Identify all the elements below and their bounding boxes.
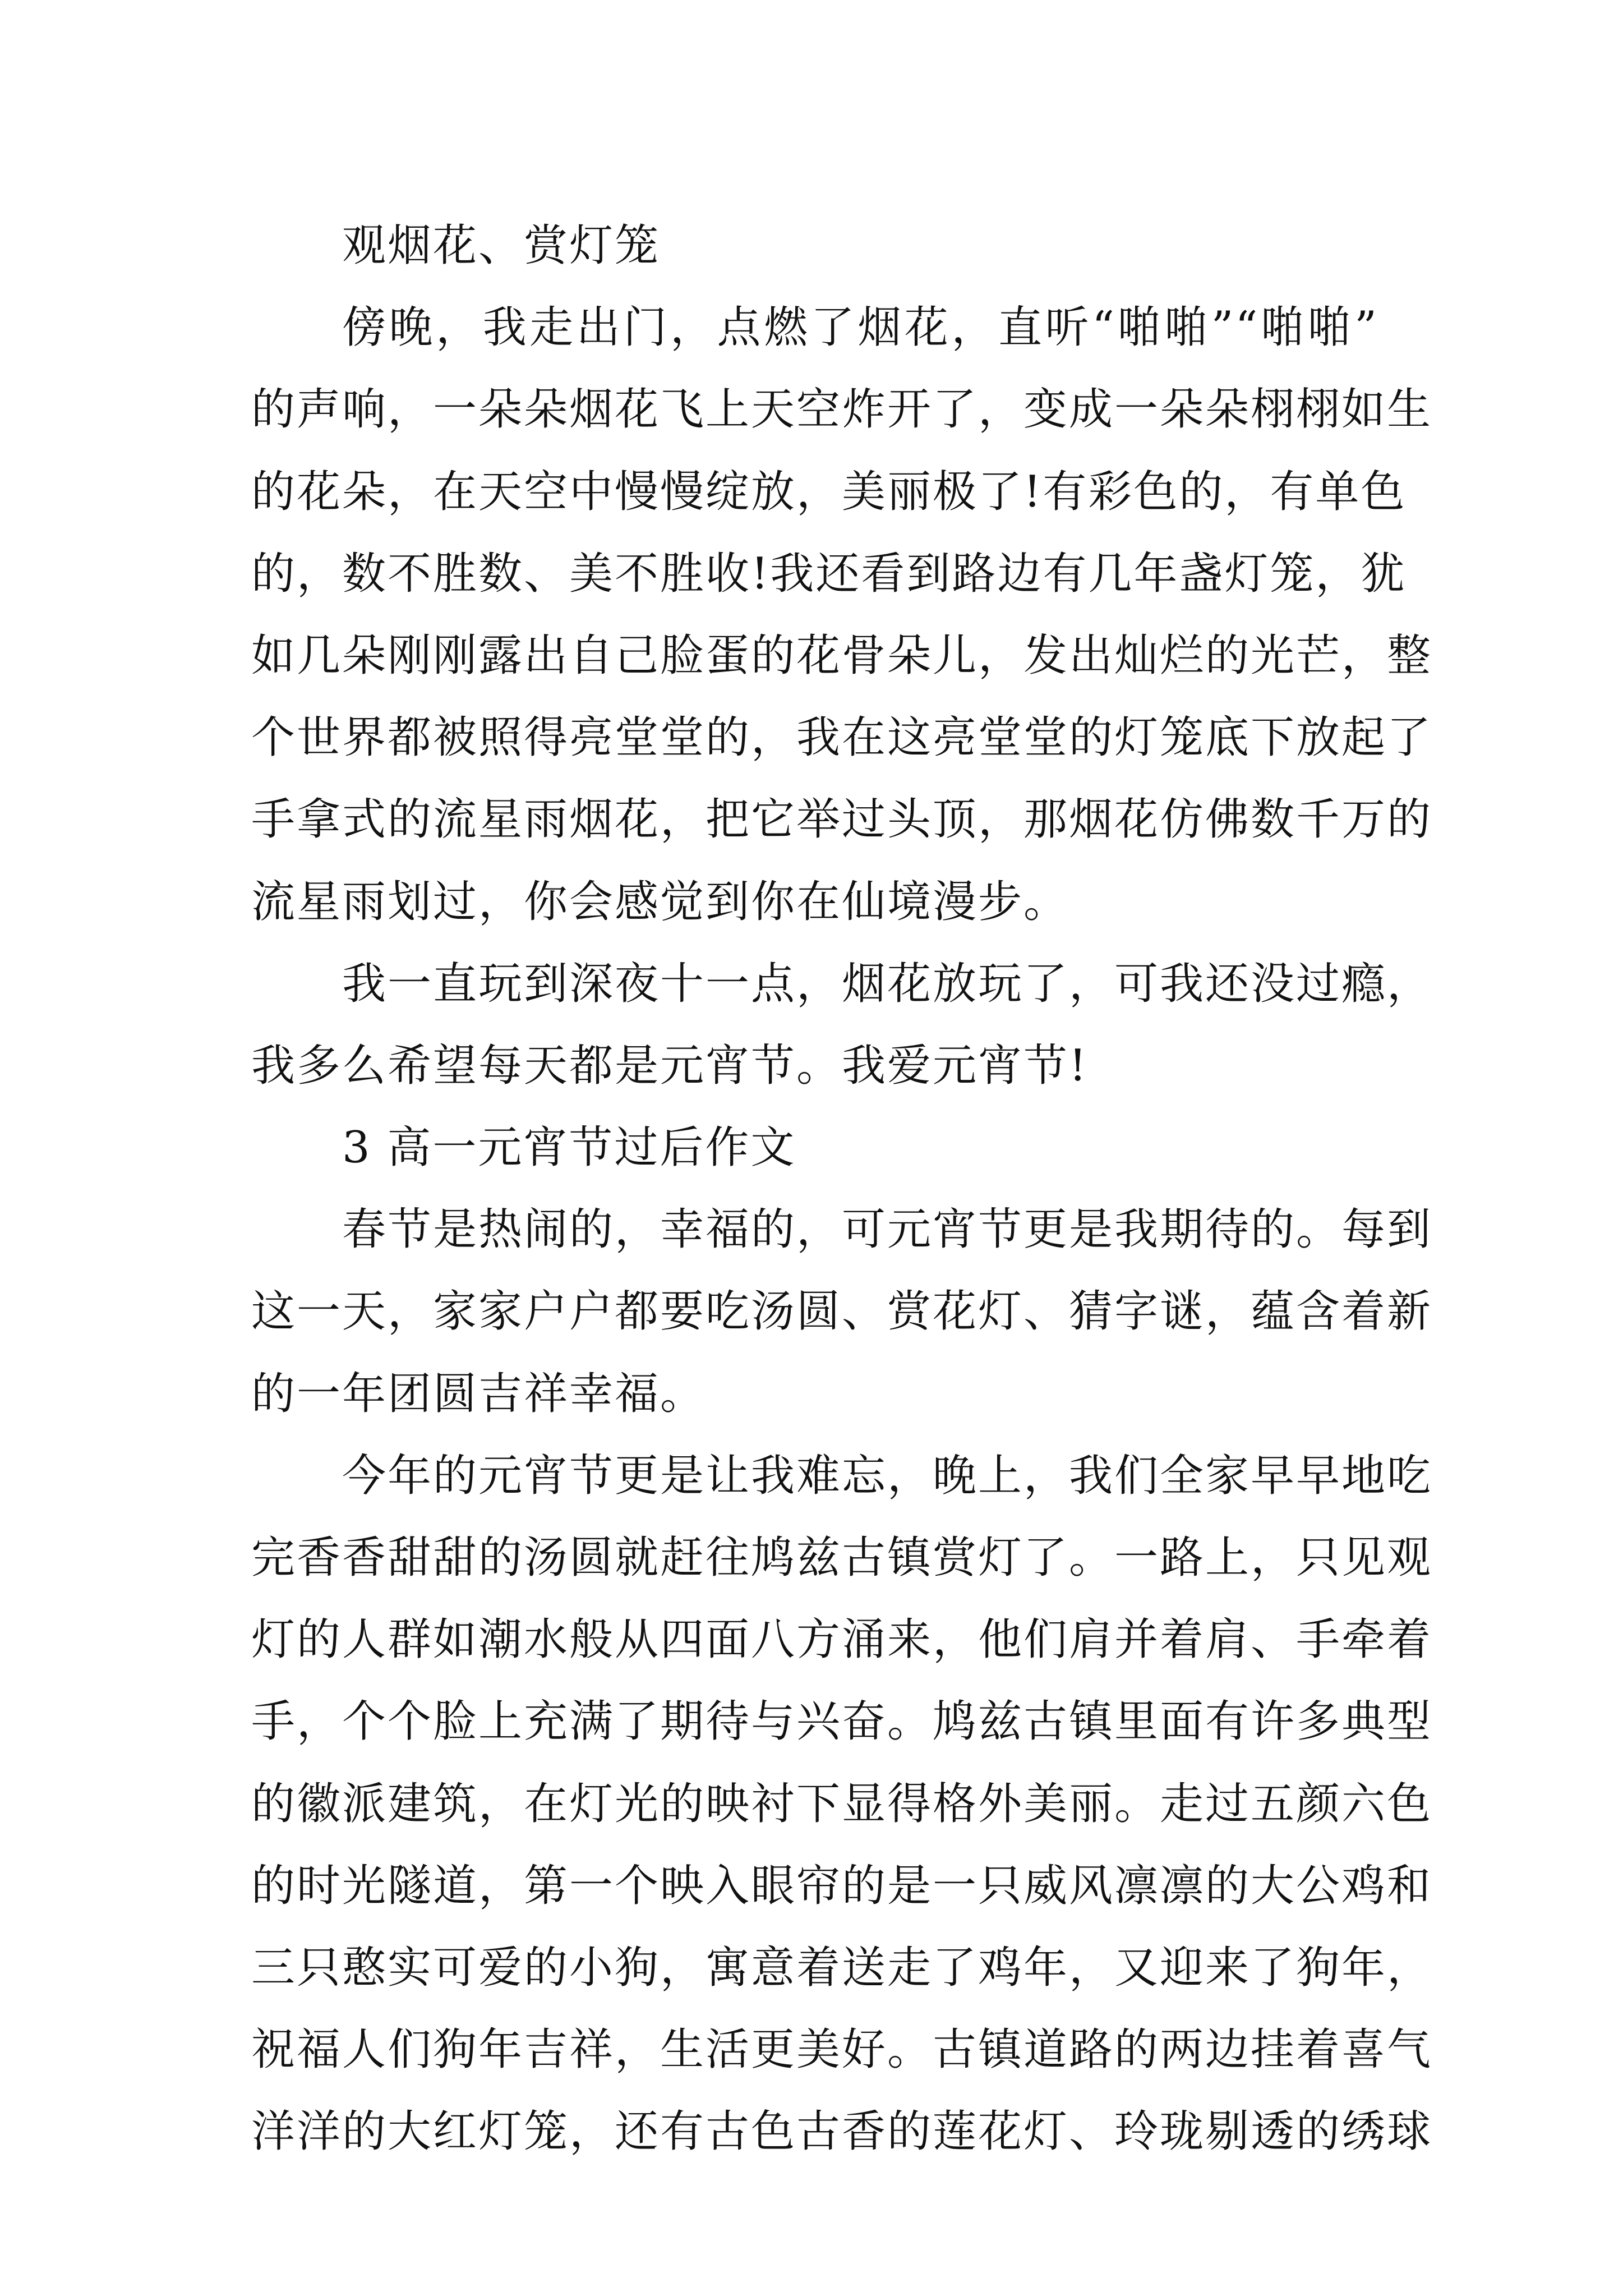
text-line: 这一天，家家户户都要吃汤圆、赏花灯、猜字谜，蕴含着新 — [251, 1286, 1433, 1337]
text-line: 三只憨实可爱的小狗，寓意着送走了鸡年，又迎来了狗年， — [251, 1942, 1433, 1993]
text-line: 3 高一元宵节过后作文 — [342, 1122, 796, 1174]
text-line: 完香香甜甜的汤圆就赶往鸠兹古镇赏灯了。一路上，只见观 — [251, 1533, 1433, 1583]
text-line: 如几朵刚刚露出自己脸蛋的花骨朵儿，发出灿烂的光芒，整 — [251, 630, 1433, 681]
text-line: 个世界都被照得亮堂堂的，我在这亮堂堂的灯笼底下放起了 — [251, 712, 1433, 763]
text-line: 的一年团圆吉祥幸福。 — [251, 1368, 706, 1419]
text-line: 流星雨划过，你会感觉到你在仙境漫步。 — [251, 876, 1069, 927]
text-line: 的徽派建筑，在灯光的映衬下显得格外美丽。走过五颜六色 — [251, 1778, 1433, 1829]
text-line: 洋洋的大红灯笼，还有古色古香的莲花灯、玲珑剔透的绣球 — [251, 2106, 1433, 2157]
text-line: 手拿式的流星雨烟花，把它举过头顶，那烟花仿佛数千万的 — [251, 794, 1433, 845]
text-line: 的花朵，在天空中慢慢绽放，美丽极了!有彩色的，有单色 — [251, 466, 1407, 517]
text-line: 的时光隧道，第一个映入眼帘的是一只威风凛凛的大公鸡和 — [251, 1860, 1433, 1911]
text-line: 我多么希望每天都是元宵节。我爱元宵节! — [251, 1040, 1089, 1091]
text-line: 手，个个脸上充满了期待与兴奋。鸠兹古镇里面有许多典型 — [251, 1696, 1433, 1747]
text-line: 今年的元宵节更是让我难忘，晚上，我们全家早早地吃 — [342, 1450, 1433, 1501]
text-line: 傍晚，我走出门，点燃了烟花，直听“啪啪”“啪啪” — [342, 302, 1378, 353]
text-line: 的，数不胜数、美不胜收!我还看到路边有几年盏灯笼，犹 — [251, 548, 1407, 599]
text-line: 我一直玩到深夜十一点，烟花放玩了，可我还没过瘾， — [342, 958, 1433, 1009]
text-line: 春节是热闹的，幸福的，可元宵节更是我期待的。每到 — [342, 1204, 1433, 1255]
text-line: 灯的人群如潮水般从四面八方涌来，他们肩并着肩、手牵着 — [251, 1614, 1433, 1665]
text-line: 的声响，一朵朵烟花飞上天空炸开了，变成一朵朵栩栩如生 — [251, 384, 1433, 435]
essay-text — [251, 205, 1433, 2173]
text-line: 观烟花、赏灯笼 — [342, 220, 661, 271]
text-line: 祝福人们狗年吉祥，生活更美好。古镇道路的两边挂着喜气 — [251, 2024, 1433, 2076]
